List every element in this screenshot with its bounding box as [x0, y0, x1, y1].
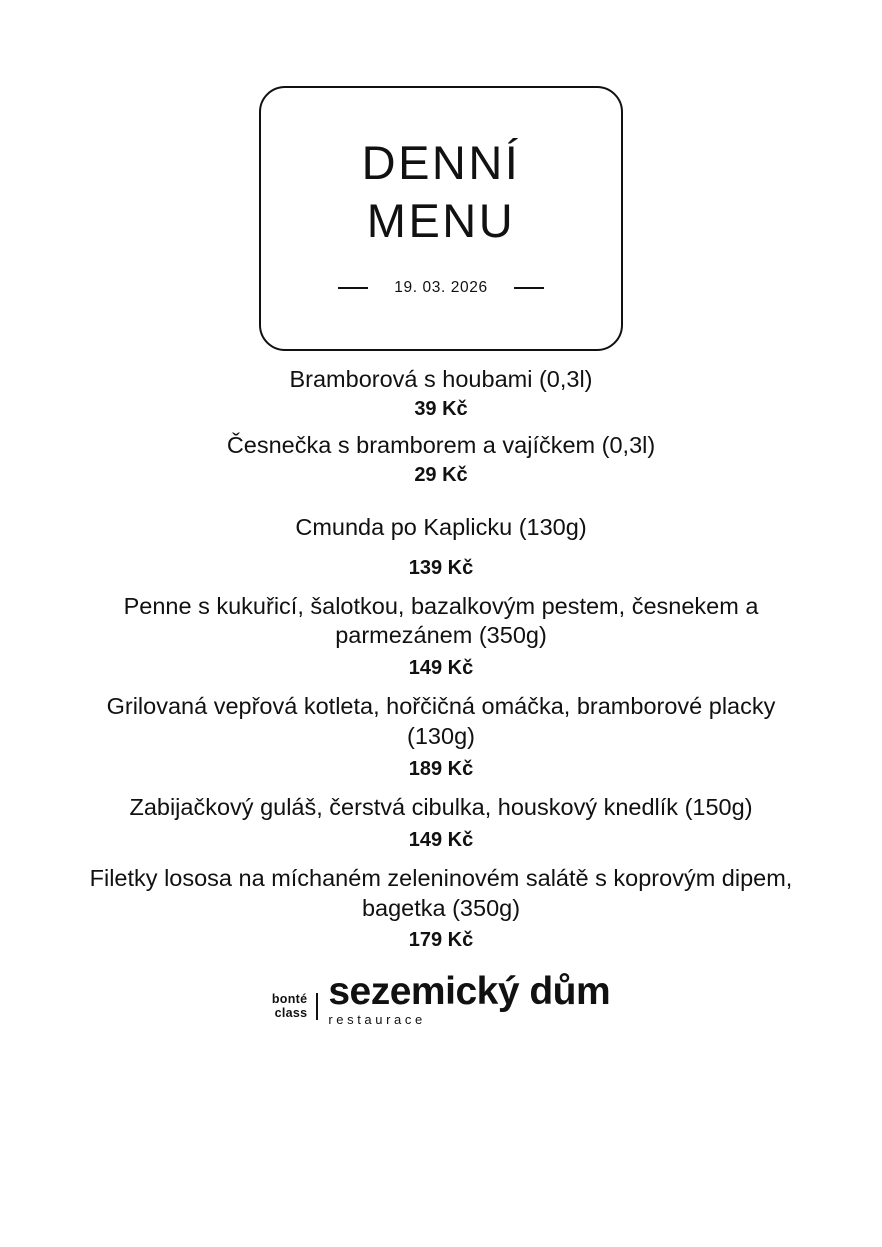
menu-date: 19. 03. 2026 [394, 278, 488, 296]
menu-item-price: 189 Kč [408, 757, 474, 780]
page-title [362, 134, 521, 251]
logo-wordmark [318, 972, 610, 1027]
dash-left-icon [338, 287, 368, 289]
menu-item [61, 365, 821, 421]
menu-item-price: 149 Kč [408, 828, 474, 851]
menu-item-name: Filetky lososa na míchaném zeleninovém salátě s koprovým dipem, bagetka (350g) [89, 864, 793, 921]
menu-item-price: 149 Kč [408, 657, 474, 680]
dash-right-icon [514, 287, 544, 289]
menu-item-name: Zabijačkový guláš, čerstvá cibulka, houskový knedlík (150g) [129, 793, 753, 820]
menu-item [61, 793, 821, 852]
page-title-line2: MENU [366, 194, 516, 248]
menu-item [61, 592, 821, 681]
menu-item [61, 692, 821, 781]
menu-item-price: 39 Kč [414, 397, 468, 420]
menu-item [61, 513, 821, 580]
logo-mark [272, 993, 319, 1020]
menu-item-name: Cmunda po Kaplicku (130g) [295, 513, 587, 540]
menu-item [61, 431, 821, 487]
menu-body [61, 365, 821, 964]
main-course-section [61, 513, 821, 953]
menu-header-card [259, 86, 623, 351]
menu-item-price: 29 Kč [414, 463, 468, 486]
menu-item-name: Grilovaná vepřová kotleta, hořčičná omáčka, bramborové placky (130g) [106, 693, 776, 750]
menu-item [61, 864, 821, 953]
menu-item-price: 139 Kč [408, 556, 474, 579]
soup-section [61, 365, 821, 487]
restaurant-logo [272, 972, 610, 1027]
page-title-line1: DENNÍ [361, 136, 521, 189]
menu-item-name: Penne s kukuřicí, šalotkou, bazalkovým pestem, česnekem a parmezánem (350g) [123, 592, 759, 649]
menu-item-name: Česnečka s bramborem a vajíčkem (0,3l) [226, 431, 656, 458]
logo-mark-line2: class [274, 1005, 308, 1020]
menu-date-row [261, 279, 621, 297]
logo-mark-line1: bonté [271, 992, 308, 1007]
logo-subtitle: restaurace [328, 1012, 426, 1028]
menu-item-name: Bramborová s houbami (0,3l) [289, 366, 593, 392]
logo-name: sezemický dům [328, 970, 611, 1014]
menu-item-price: 179 Kč [408, 929, 474, 952]
